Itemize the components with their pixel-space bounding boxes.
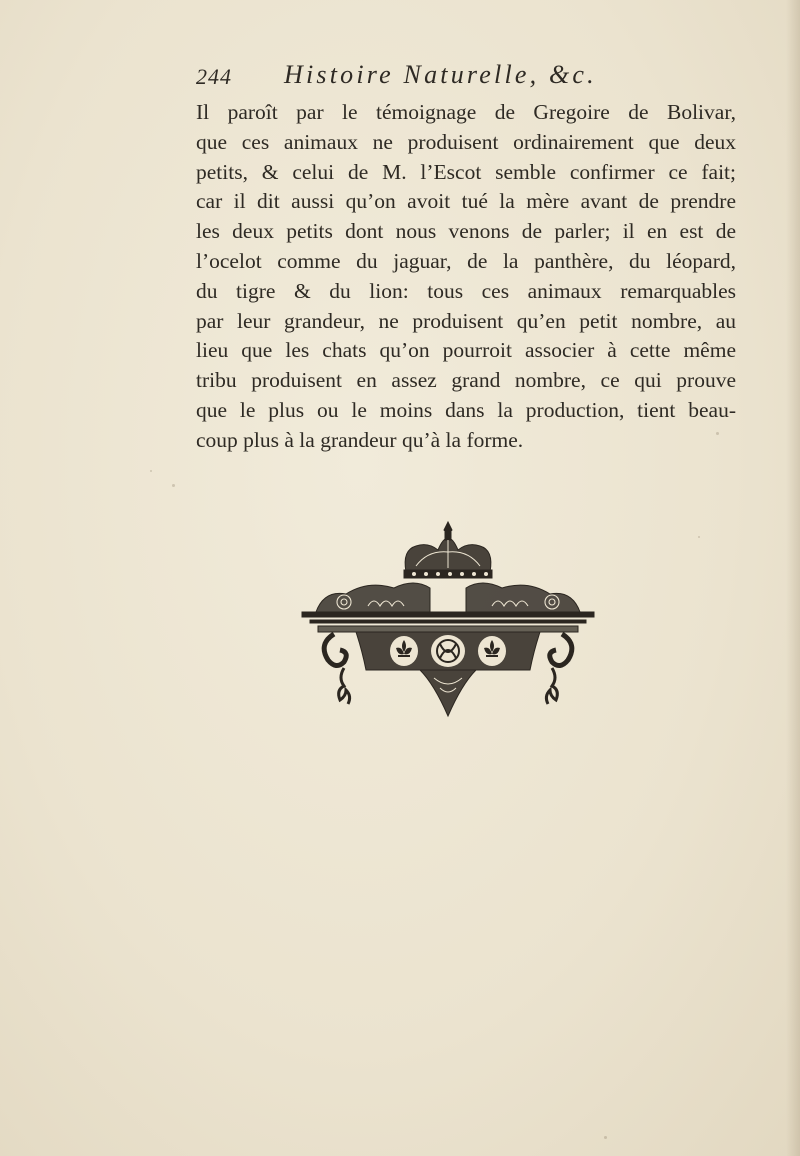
page-number: 244 [196, 64, 232, 89]
text-line: coup plus à la grandeur qu’à la forme. [196, 427, 524, 452]
text-line: car il dit aussi qu’on avoit tué la mère avant de prendre [196, 189, 736, 214]
text-line: petits, & celui de M. l’Escot semble confirmer ce fait; [196, 159, 736, 184]
crown-icon [404, 522, 492, 578]
paper-spot [716, 432, 719, 435]
text-line: tribu produisent en assez grand nombre, ce qui prouve [196, 368, 736, 393]
crown-vignette-icon [298, 520, 598, 720]
text-line: que le plus ou le moins dans la production, tient beau- [196, 397, 736, 422]
paper-spot [698, 536, 700, 538]
text-line: lieu que les chats qu’on pourroit associer à cette même [196, 338, 736, 363]
page-gutter-shadow [786, 0, 800, 1156]
running-header [196, 56, 686, 96]
running-title: Histoire Naturelle, &c. [284, 60, 597, 89]
paper-spot [172, 484, 175, 487]
paper-spot [150, 470, 152, 472]
text-line: du tigre & du lion: tous ces animaux remarquables [196, 278, 736, 303]
text-line: Il paroît par le témoignage de Gregoire de Bolivar, [196, 100, 736, 124]
text-line: les deux petits dont nous venons de parler; il en est de [196, 219, 736, 244]
text-line: que ces animaux ne produisent ordinairement que deux [196, 129, 736, 154]
text-line: l’ocelot comme du jaguar, de la panthère, du léopard, [196, 248, 736, 273]
paragraph [196, 98, 736, 456]
paper-spot [604, 1136, 607, 1139]
text-line: par leur grandeur, ne produisent qu’en petit nombre, au [196, 308, 736, 333]
